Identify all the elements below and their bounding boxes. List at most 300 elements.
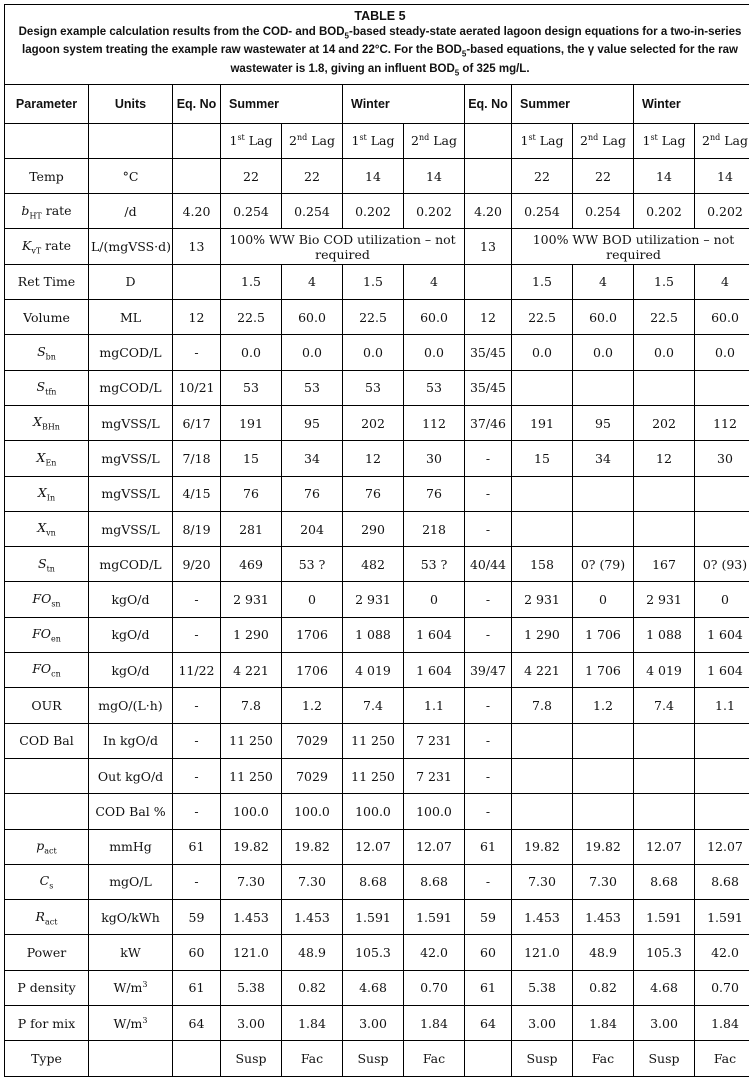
value-cell: 0.202: [404, 194, 465, 229]
lag-label: 2nd Lag: [573, 123, 634, 158]
units-cell: mgVSS/L: [89, 511, 173, 546]
table-row: [5, 335, 749, 370]
value-cell: 0.0: [634, 335, 695, 370]
value-cell: [573, 758, 634, 793]
table-row: [5, 547, 749, 582]
table-row: [5, 723, 749, 758]
value-cell: 14: [404, 158, 465, 193]
eq-no-cell-bod: 13: [465, 229, 512, 264]
header-eq-no: Eq. No: [173, 84, 221, 123]
units-cell: Out kgO/d: [89, 758, 173, 793]
eq-no-cell-bod: 12: [465, 300, 512, 335]
value-cell: 2 931: [343, 582, 404, 617]
eq-no-cell: [173, 264, 221, 299]
parameter-cell: $S_{bn}$: [5, 335, 89, 370]
units-cell: /d: [89, 194, 173, 229]
value-cell: 218: [404, 511, 465, 546]
value-cell: 1 706: [573, 653, 634, 688]
eq-no-cell: -: [173, 864, 221, 899]
table-row: [5, 653, 749, 688]
table-row: [5, 1006, 749, 1041]
value-cell: 22.5: [512, 300, 573, 335]
parameter-cell: $S_{tfn}$: [5, 370, 89, 405]
lag-label: 2nd Lag: [404, 123, 465, 158]
value-cell: 0: [695, 582, 749, 617]
value-cell: 4 019: [634, 653, 695, 688]
value-cell: 11 250: [221, 758, 282, 793]
eq-no-cell-bod: [465, 158, 512, 193]
value-cell: 1.1: [404, 688, 465, 723]
value-cell: 0.0: [282, 335, 343, 370]
table-row: [5, 300, 749, 335]
eq-no-cell: -: [173, 335, 221, 370]
value-cell: 14: [343, 158, 404, 193]
value-cell: 53: [221, 370, 282, 405]
eq-no-cell-bod: -: [465, 582, 512, 617]
value-cell: 8.68: [343, 864, 404, 899]
value-cell: 4 221: [512, 653, 573, 688]
value-cell: 8.68: [634, 864, 695, 899]
value-cell: [634, 370, 695, 405]
value-cell: 0.254: [282, 194, 343, 229]
units-cell: L/(mgVSS·d): [89, 229, 173, 264]
table-title: TABLE 5: [11, 9, 749, 24]
value-cell: Fac: [282, 1041, 343, 1076]
value-cell: 30: [695, 441, 749, 476]
units-cell: mgO/L: [89, 864, 173, 899]
parameter-cell: $S_{tn}$: [5, 547, 89, 582]
eq-no-cell: 6/17: [173, 405, 221, 440]
value-cell: 8.68: [404, 864, 465, 899]
value-cell: 1 088: [634, 617, 695, 652]
eq-no-cell-bod: -: [465, 723, 512, 758]
value-cell: 7 231: [404, 723, 465, 758]
value-cell: 1 290: [512, 617, 573, 652]
value-cell: 19.82: [512, 829, 573, 864]
value-cell: 0? (93): [695, 547, 749, 582]
value-cell: 0.82: [573, 970, 634, 1005]
value-cell: 0.254: [573, 194, 634, 229]
value-cell: 53: [343, 370, 404, 405]
units-cell: ML: [89, 300, 173, 335]
value-cell: 3.00: [221, 1006, 282, 1041]
units-cell: kW: [89, 935, 173, 970]
table-row: [5, 864, 749, 899]
value-cell: 34: [573, 441, 634, 476]
value-cell: 1 604: [695, 617, 749, 652]
value-cell: 1 088: [343, 617, 404, 652]
value-cell: 1.5: [512, 264, 573, 299]
value-cell: 53: [282, 370, 343, 405]
value-cell: 2 931: [512, 582, 573, 617]
table-caption: [5, 5, 749, 85]
table-row: [5, 794, 749, 829]
value-cell: [573, 370, 634, 405]
table-container: [4, 4, 745, 1077]
span-note-cell: 100% WW BOD utilization – not required: [512, 229, 749, 264]
value-cell: 100.0: [343, 794, 404, 829]
value-cell: [512, 370, 573, 405]
value-cell: 112: [404, 405, 465, 440]
value-cell: [634, 723, 695, 758]
value-cell: 53 ?: [282, 547, 343, 582]
value-cell: Fac: [573, 1041, 634, 1076]
value-cell: 1 290: [221, 617, 282, 652]
value-cell: 4.68: [634, 970, 695, 1005]
value-cell: 22.5: [343, 300, 404, 335]
table-row: [5, 511, 749, 546]
units-cell: mgO/(L·h): [89, 688, 173, 723]
value-cell: 0.254: [221, 194, 282, 229]
header-summer-bod: Summer: [512, 84, 634, 123]
lag-label: 1st Lag: [343, 123, 404, 158]
value-cell: 4: [404, 264, 465, 299]
value-cell: 0.202: [695, 194, 749, 229]
value-cell: 1.2: [282, 688, 343, 723]
lag-label: 1st Lag: [221, 123, 282, 158]
value-cell: 4: [282, 264, 343, 299]
eq-no-cell-bod: -: [465, 441, 512, 476]
value-cell: 3.00: [343, 1006, 404, 1041]
value-cell: 0.70: [404, 970, 465, 1005]
value-cell: 7029: [282, 758, 343, 793]
eq-no-cell-bod: 60: [465, 935, 512, 970]
value-cell: 7.30: [221, 864, 282, 899]
units-cell: mgVSS/L: [89, 441, 173, 476]
value-cell: 60.0: [282, 300, 343, 335]
value-cell: Susp: [221, 1041, 282, 1076]
value-cell: 3.00: [512, 1006, 573, 1041]
value-cell: 5.38: [512, 970, 573, 1005]
parameter-cell: COD Bal: [5, 723, 89, 758]
parameter-cell: OUR: [5, 688, 89, 723]
value-cell: 11 250: [343, 723, 404, 758]
value-cell: 7.4: [634, 688, 695, 723]
eq-no-cell-bod: [465, 264, 512, 299]
value-cell: 290: [343, 511, 404, 546]
value-cell: [695, 758, 749, 793]
eq-no-cell-bod: [465, 1041, 512, 1076]
table-row: [5, 405, 749, 440]
value-cell: [512, 723, 573, 758]
value-cell: 7.30: [573, 864, 634, 899]
parameter-cell: $C_s$: [5, 864, 89, 899]
value-cell: 191: [221, 405, 282, 440]
value-cell: 2 931: [634, 582, 695, 617]
value-cell: 2 931: [221, 582, 282, 617]
value-cell: 0.0: [695, 335, 749, 370]
value-cell: 158: [512, 547, 573, 582]
eq-no-cell: 7/18: [173, 441, 221, 476]
table-row: [5, 582, 749, 617]
header-winter-bod: Winter: [634, 84, 749, 123]
value-cell: 1.453: [221, 900, 282, 935]
value-cell: 1.591: [404, 900, 465, 935]
units-cell: mgCOD/L: [89, 335, 173, 370]
eq-no-cell: 61: [173, 970, 221, 1005]
value-cell: Fac: [404, 1041, 465, 1076]
eq-no-cell-bod: 61: [465, 970, 512, 1005]
value-cell: 22: [282, 158, 343, 193]
value-cell: 12.07: [343, 829, 404, 864]
value-cell: 202: [634, 405, 695, 440]
value-cell: 12.07: [695, 829, 749, 864]
value-cell: 7.4: [343, 688, 404, 723]
value-cell: [634, 758, 695, 793]
parameter-cell: $X_{vn}$: [5, 511, 89, 546]
lag-label: 1st Lag: [512, 123, 573, 158]
table-row: [5, 476, 749, 511]
value-cell: 14: [634, 158, 695, 193]
header-winter-cod: Winter: [343, 84, 465, 123]
eq-no-cell: 10/21: [173, 370, 221, 405]
value-cell: [634, 476, 695, 511]
parameter-cell: [5, 794, 89, 829]
parameter-cell: $X_{En}$: [5, 441, 89, 476]
value-cell: 76: [221, 476, 282, 511]
value-cell: 1.84: [404, 1006, 465, 1041]
table-row: [5, 688, 749, 723]
parameter-cell: Ret Time: [5, 264, 89, 299]
value-cell: 22: [221, 158, 282, 193]
units-cell: In kgO/d: [89, 723, 173, 758]
value-cell: 204: [282, 511, 343, 546]
units-cell: mmHg: [89, 829, 173, 864]
value-cell: 48.9: [573, 935, 634, 970]
table-row: [5, 829, 749, 864]
parameter-cell: $b_{HT}$ rate: [5, 194, 89, 229]
header-eq-no-bod: Eq. No: [465, 84, 512, 123]
units-cell: COD Bal %: [89, 794, 173, 829]
units-cell: kgO/d: [89, 617, 173, 652]
value-cell: 12.07: [634, 829, 695, 864]
table-row: [5, 970, 749, 1005]
eq-no-cell-bod: 37/46: [465, 405, 512, 440]
value-cell: 8.68: [695, 864, 749, 899]
value-cell: 11 250: [221, 723, 282, 758]
value-cell: 100.0: [282, 794, 343, 829]
eq-no-cell: 4/15: [173, 476, 221, 511]
value-cell: 7.8: [512, 688, 573, 723]
value-cell: 482: [343, 547, 404, 582]
eq-no-cell-bod: 59: [465, 900, 512, 935]
eq-no-cell-bod: -: [465, 511, 512, 546]
value-cell: 19.82: [221, 829, 282, 864]
caption-text: Design example calculation results from the COD- and $BOD_5$-based steady-state aerated lagoon design equations for a two-in-series lagoon system treating the example raw wastewater at 14 and 22°C. For the $BOD_5$-based equations, the γ value selected for the raw wastewater is 1.8, giving an influent $BOD_5$ of 325 mg/L.: [19, 26, 742, 75]
value-cell: Susp: [343, 1041, 404, 1076]
value-cell: 22: [512, 158, 573, 193]
parameter-cell: $FO_{en}$: [5, 617, 89, 652]
eq-no-cell: 12: [173, 300, 221, 335]
value-cell: 0: [573, 582, 634, 617]
value-cell: 1.84: [695, 1006, 749, 1041]
value-cell: 14: [695, 158, 749, 193]
parameter-cell: $p_{act}$: [5, 829, 89, 864]
units-cell: mgVSS/L: [89, 476, 173, 511]
value-cell: 112: [695, 405, 749, 440]
value-cell: 281: [221, 511, 282, 546]
eq-no-cell: 9/20: [173, 547, 221, 582]
eq-no-cell: -: [173, 688, 221, 723]
parameter-cell: $FO_{sn}$: [5, 582, 89, 617]
value-cell: 4.68: [343, 970, 404, 1005]
value-cell: 0.82: [282, 970, 343, 1005]
table-row: [5, 264, 749, 299]
parameter-cell: Volume: [5, 300, 89, 335]
value-cell: 53: [404, 370, 465, 405]
value-cell: 1 604: [404, 617, 465, 652]
value-cell: 202: [343, 405, 404, 440]
eq-no-cell: -: [173, 758, 221, 793]
parameter-cell: $K_{vT}$ rate: [5, 229, 89, 264]
value-cell: 48.9: [282, 935, 343, 970]
eq-no-cell-bod: 64: [465, 1006, 512, 1041]
units-cell: °C: [89, 158, 173, 193]
value-cell: [512, 511, 573, 546]
units-cell: mgCOD/L: [89, 547, 173, 582]
eq-no-cell: 13: [173, 229, 221, 264]
value-cell: [512, 758, 573, 793]
value-cell: Fac: [695, 1041, 749, 1076]
eq-no-cell: [173, 158, 221, 193]
value-cell: 121.0: [512, 935, 573, 970]
table-row: [5, 158, 749, 193]
value-cell: 7029: [282, 723, 343, 758]
value-cell: 15: [221, 441, 282, 476]
table-row: [5, 617, 749, 652]
lag-label: 1st Lag: [634, 123, 695, 158]
value-cell: 1 604: [404, 653, 465, 688]
eq-no-cell: 64: [173, 1006, 221, 1041]
eq-no-cell: 11/22: [173, 653, 221, 688]
value-cell: 100.0: [404, 794, 465, 829]
value-cell: [512, 476, 573, 511]
value-cell: 95: [573, 405, 634, 440]
eq-no-cell-bod: -: [465, 617, 512, 652]
value-cell: 1.453: [512, 900, 573, 935]
value-cell: [573, 476, 634, 511]
value-cell: 1.5: [343, 264, 404, 299]
value-cell: 1 604: [695, 653, 749, 688]
units-cell: mgCOD/L: [89, 370, 173, 405]
eq-no-cell-bod: -: [465, 864, 512, 899]
header-row: [5, 84, 749, 123]
parameter-cell: Temp: [5, 158, 89, 193]
value-cell: [695, 476, 749, 511]
value-cell: 4 019: [343, 653, 404, 688]
value-cell: 7.30: [282, 864, 343, 899]
eq-no-cell-bod: -: [465, 794, 512, 829]
units-cell: mgVSS/L: [89, 405, 173, 440]
value-cell: 1706: [282, 653, 343, 688]
lag-label: 2nd Lag: [282, 123, 343, 158]
value-cell: 4: [573, 264, 634, 299]
value-cell: [695, 723, 749, 758]
value-cell: 0.202: [343, 194, 404, 229]
value-cell: 1 706: [573, 617, 634, 652]
value-cell: 121.0: [221, 935, 282, 970]
value-cell: 4: [695, 264, 749, 299]
value-cell: 0.0: [343, 335, 404, 370]
value-cell: 7.8: [221, 688, 282, 723]
value-cell: 42.0: [404, 935, 465, 970]
table-row: [5, 194, 749, 229]
value-cell: 191: [512, 405, 573, 440]
value-cell: 3.00: [634, 1006, 695, 1041]
value-cell: 30: [404, 441, 465, 476]
value-cell: 0.0: [404, 335, 465, 370]
units-cell: kgO/kWh: [89, 900, 173, 935]
table-row: [5, 229, 749, 264]
value-cell: 76: [282, 476, 343, 511]
value-cell: 5.38: [221, 970, 282, 1005]
eq-no-cell-bod: 39/47: [465, 653, 512, 688]
value-cell: 0.0: [573, 335, 634, 370]
value-cell: 1.5: [634, 264, 695, 299]
value-cell: 12: [343, 441, 404, 476]
span-note-cell: 100% WW Bio COD utilization – not required: [221, 229, 465, 264]
value-cell: 12.07: [404, 829, 465, 864]
value-cell: 0: [282, 582, 343, 617]
value-cell: 1.591: [695, 900, 749, 935]
value-cell: [634, 794, 695, 829]
parameter-cell: $FO_{cn}$: [5, 653, 89, 688]
value-cell: 76: [343, 476, 404, 511]
value-cell: 19.82: [282, 829, 343, 864]
value-cell: 15: [512, 441, 573, 476]
value-cell: 60.0: [695, 300, 749, 335]
value-cell: 1.591: [634, 900, 695, 935]
value-cell: [695, 794, 749, 829]
header-parameter: Parameter: [5, 84, 89, 123]
value-cell: 22.5: [634, 300, 695, 335]
value-cell: 1.2: [573, 688, 634, 723]
eq-no-cell: 59: [173, 900, 221, 935]
value-cell: 1.1: [695, 688, 749, 723]
eq-no-cell: [173, 1041, 221, 1076]
parameter-cell: $X_{BHn}$: [5, 405, 89, 440]
units-cell: $W/m^3$: [89, 1006, 173, 1041]
parameter-cell: P for mix: [5, 1006, 89, 1041]
value-cell: 0: [404, 582, 465, 617]
units-cell: D: [89, 264, 173, 299]
parameter-cell: $X_{In}$: [5, 476, 89, 511]
value-cell: 42.0: [695, 935, 749, 970]
units-cell: kgO/d: [89, 653, 173, 688]
eq-no-cell-bod: 35/45: [465, 370, 512, 405]
parameter-cell: Power: [5, 935, 89, 970]
header-summer-cod: Summer: [221, 84, 343, 123]
value-cell: 19.82: [573, 829, 634, 864]
value-cell: 0.0: [512, 335, 573, 370]
value-cell: 34: [282, 441, 343, 476]
value-cell: [573, 794, 634, 829]
value-cell: 11 250: [343, 758, 404, 793]
eq-no-cell: 60: [173, 935, 221, 970]
value-cell: 60.0: [404, 300, 465, 335]
eq-no-cell-bod: -: [465, 758, 512, 793]
table-row: [5, 935, 749, 970]
value-cell: [573, 511, 634, 546]
eq-no-cell: -: [173, 723, 221, 758]
value-cell: 1.5: [221, 264, 282, 299]
value-cell: 1.84: [573, 1006, 634, 1041]
value-cell: 76: [404, 476, 465, 511]
value-cell: Susp: [512, 1041, 573, 1076]
value-cell: 0.70: [695, 970, 749, 1005]
value-cell: 22.5: [221, 300, 282, 335]
value-cell: 7.30: [512, 864, 573, 899]
